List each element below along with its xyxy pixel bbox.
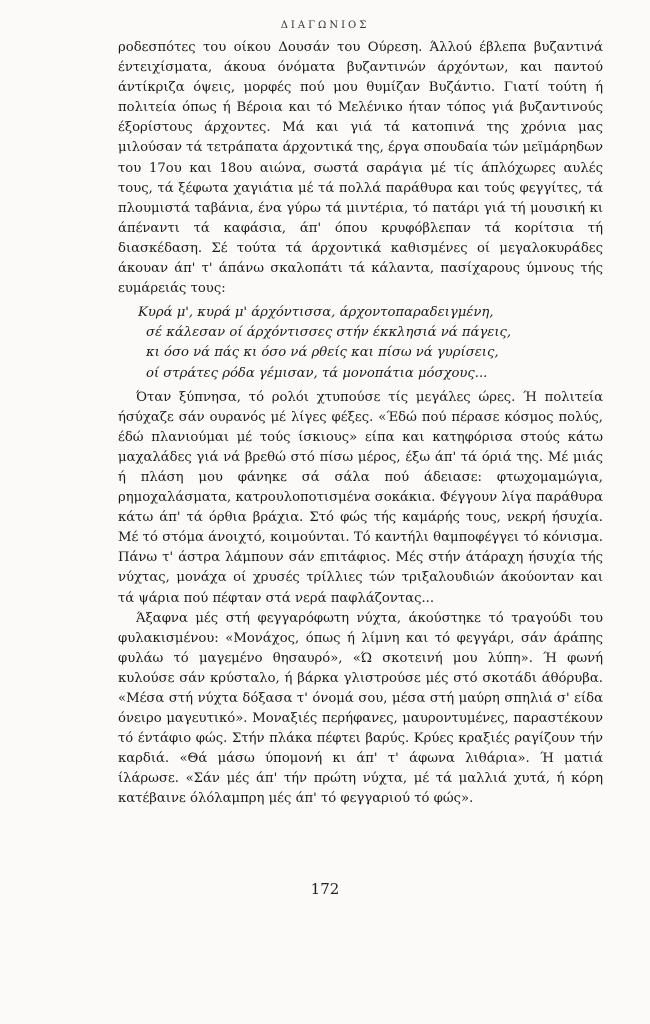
- verse-block: [138, 303, 603, 383]
- paragraph-3: Άξαφνα μές στή φεγγαρόφωτη νύχτα, άκούστηκε τό τραγούδι του φυλακισμένου: «Μονάχος, όπως ή λίμνη και τό φεγγάρι, σάν άράπης φυλάω τό μαγεμένο θησαυρό», «Ώ σκοτεινή μου λύπη». Ή φωνή κυλούσε σάν κρύσταλο, ή βάρκα γλιστρούσε μές στό σκοτάδι άθόρυβα. «Μέσα στή νύχτα δόξασα τ' όνομά σου, μέσα στή μαύρη σπηλιά σ' είδα όνειρο μαγευτικό». Μοναξιές περήφανες, μαυροντυμένες, παραστέκουν τό έντάφιο φώς. Στήν πλάκα πέφτει βαρύς. Κρύες κραξιές ραγίζουν τήν καρδιά. «Θά μάσω ύπομονή κι άπ' τ' άφωνα λιθάρια». Ή ματιά ίλάρωσε. «Σάν μές άπ' τήν πρώτη νύχτα, μέ τά μαλλιά χυτά, ή κόρη κατέβαινε όλόλαμπρη μές άπ' τό φεγγαριού τό φώς».: [118, 610, 603, 807]
- page-number: 172: [310, 880, 340, 898]
- verse-line-1: Κυρά μ', κυρά μ' άρχόντισσα, άρχοντοπαραδειγμένη,: [138, 305, 494, 321]
- paragraph-2: Όταν ξύπνησα, τό ρολόι χτυπούσε τίς μεγάλες ώρες. Ή πολιτεία ήσύχαζε σάν ουρανός μέ λίγες φέξες. «Έδώ πού πέρασε κόσμος πολύς, έδώ πλανιούμαι μέ τούς ίσκιους» είπα και κατηφόρισα στούς κάτω μαχαλάδες γιά νά βρεθώ στό πίσω μέρος, έξω άπ' τά όριά της. Μέ μιάς ή πλάση μου φάνηκε σά σάλα πού άδειασε: φτωχομαμώγια, ρημοχαλάσματα, κατρουλοποτισμένα σοκάκια. Φέγγουν λίγα παράθυρα κάτω άπ' τά όρθια βράχια. Στό φώς τής καμάρής τους, νεκρή ήσυχία. Μέ τό στόμα άνοιχτό, κοιμούνται. Τό καντήλι θαμποφέγγει τό κόνισμα. Πάνω τ' άστρα λάμπουν σάν επιτάφιος. Μές στήν άτάραχη ήσυχία τής νύχτας, μονάχα οί χρυσές τρίλλιες τών τριξαλουδιών άκούονταν και τά ψάρια πού πέφταν στά νερά παφλάζοντας...: [118, 389, 603, 606]
- body-text: [118, 38, 603, 810]
- verse-line-2: σέ κάλεσαν οί άρχόντισσες στήν έκκλησιά νά πάγεις,: [146, 325, 512, 341]
- verse-line-4: οί στράτες ρόδα γέμισαν, τά μονοπάτια μόσχους...: [146, 365, 488, 381]
- verse-line-3: κι όσο νά πάς κι όσο νά ρθείς και πίσω νά γυρίσεις,: [146, 345, 499, 361]
- running-head: ΔΙΑΓΩΝΙΟΣ: [280, 20, 370, 31]
- paragraph-1: ροδεσπότες του οίκου Δουσάν του Ούρεση. Άλλού έβλεπα βυζαντινά έντειχίσματα, άκουα όνόματα βυζαντινών άρχόντων, και παντού άντίκριζα όψεις, μορφές πού μου θυμίζαν Βυζάντιο. Γιατί τούτη ή πολιτεία όπως ή Βέροια και τό Μελένικο ήταν τόπος γιά βυζαντινούς έξορίστους άρχοντες. Μά και γιά τά κατοπινά της χρόνια μας μιλούσαν τά τετράπατα άρχοντικά της, έργα σπουδαία τών μεϊμάρηδων του 17ου και 18ου αιώνα, σωστά σαράγια μέ τίς άπλόχωρες αυλές τους, τά ξέφωτα χαγιάτια μέ τά πολλά παράθυρα και τούς φεγγίτες, τά πλουμιστά ταβάνια, ένα γύρω τά μιντέρια, τό πατάρι γιά τή μουσική κι άπέναντι τά καφάσια, άπ' όπου κρυφόβλεπαν τά κορίτσια τή διασκέδαση. Σέ τούτα τά άρχοντικά καθισμένες οί μεγαλοκυράδες άκουαν άπ' τ' άπάνω σκαλοπάτι τά κάλαντα, πασίχαρους ύμνους τής ευμάρειάς τους:: [118, 40, 603, 297]
